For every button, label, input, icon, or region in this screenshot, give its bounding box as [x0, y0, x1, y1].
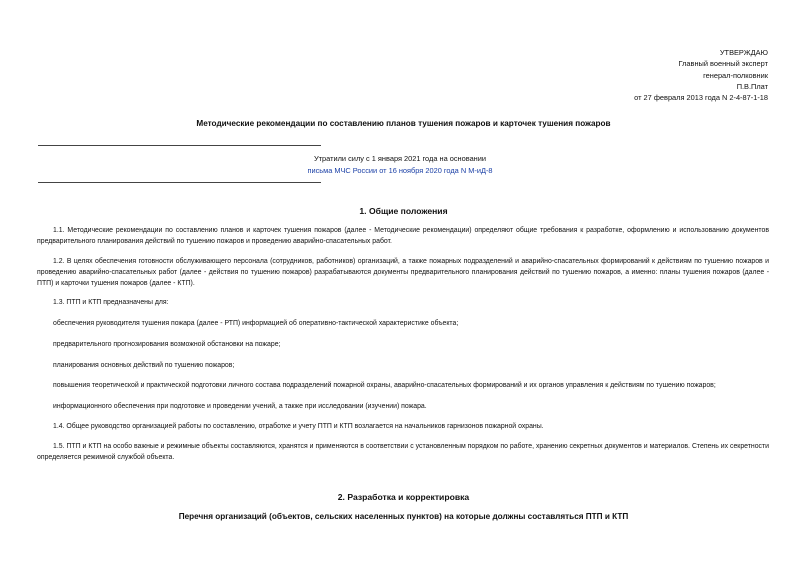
- list-item: обеспечения руководителя тушения пожара (далее - РТП) информацией об оперативно-тактической характеристике объекта;: [53, 320, 459, 327]
- list-item: информационного обеспечения при подготовке и проведении учений, а также при исследовании (изучении) пожара.: [53, 403, 427, 410]
- approval-date: от 27 февраля 2013 года N 2-4-87-1-18: [634, 93, 768, 103]
- divider-bottom: [38, 182, 321, 183]
- list-item: планирования основных действий по тушению пожаров;: [53, 362, 235, 369]
- list-item: повышения теоретической и практической подготовки личного состава подразделений пожарной охраны, аварийно-спасательных формирований и их органов управления к действиям по тушению пожаров;: [53, 382, 716, 389]
- approval-block: [634, 47, 768, 103]
- list-item: предварительного прогнозирования возможной обстановки на пожаре;: [53, 341, 281, 348]
- divider-top: [38, 145, 321, 146]
- paragraph-1-4: 1.4. Общее руководство организацией работы по составлению, отработке и учету ПТП и КТП возлагается на начальников гарнизонов пожарной охраны.: [53, 423, 544, 430]
- section-2-heading: 2. Разработка и корректировка: [337, 492, 470, 502]
- paragraph-1-1: 1.1. Методические рекомендации по составлению планов и карточек тушения пожаров (далее - Методические рекомендации) определяют общие требования к разработке, оформлению и использованию документов предварительного планирования действий по тушению пожаров и проведению аварийно-спасательных работ.: [37, 227, 769, 246]
- status-text: Утратили силу с 1 января 2021 года на основании: [313, 154, 487, 163]
- paragraph-1-3: 1.3. ПТП и КТП предназначены для:: [53, 299, 169, 306]
- document-title: Методические рекомендации по составлению планов тушения пожаров и карточек тушения пожаров: [196, 119, 611, 128]
- paragraph-1-2: 1.2. В целях обеспечения готовности обслуживающего персонала (сотрудников, работников) организаций, а также пожарных подразделений и аварийно-спасательных формирований к действиям по тушению пожаров и проведению аварийно-спасательных работ (далее - действия по тушению пожаров) разрабатываются документы предварительного планирования действий по тушению пожаров, а именно: планы тушения пожаров (далее - ПТП) и карточки тушения пожаров (далее - КТП).: [37, 258, 769, 288]
- section-1-heading: 1. Общие положения: [359, 206, 448, 216]
- paragraph-1-5: 1.5. ПТП и КТП на особо важные и режимные объекты составляются, хранятся и применяются в соответствии с установленным порядком по работе, хранению секретных документов и материалов. Степень их секретности определяется режимной службой объекта.: [37, 443, 769, 462]
- section-2-subheading: Перечня организаций (объектов, сельских населенных пунктов) на которые должны составляться ПТП и КТП: [178, 512, 629, 521]
- approval-position: Главный военный эксперт: [678, 59, 768, 69]
- status-link[interactable]: письма МЧС России от 16 ноября 2020 года N М-иД-8: [307, 166, 493, 175]
- approval-name: П.В.Плат: [736, 81, 768, 91]
- approval-heading: УТВЕРЖДАЮ: [719, 48, 768, 57]
- status-note: [250, 153, 550, 177]
- approval-rank: генерал-полковник: [703, 70, 768, 80]
